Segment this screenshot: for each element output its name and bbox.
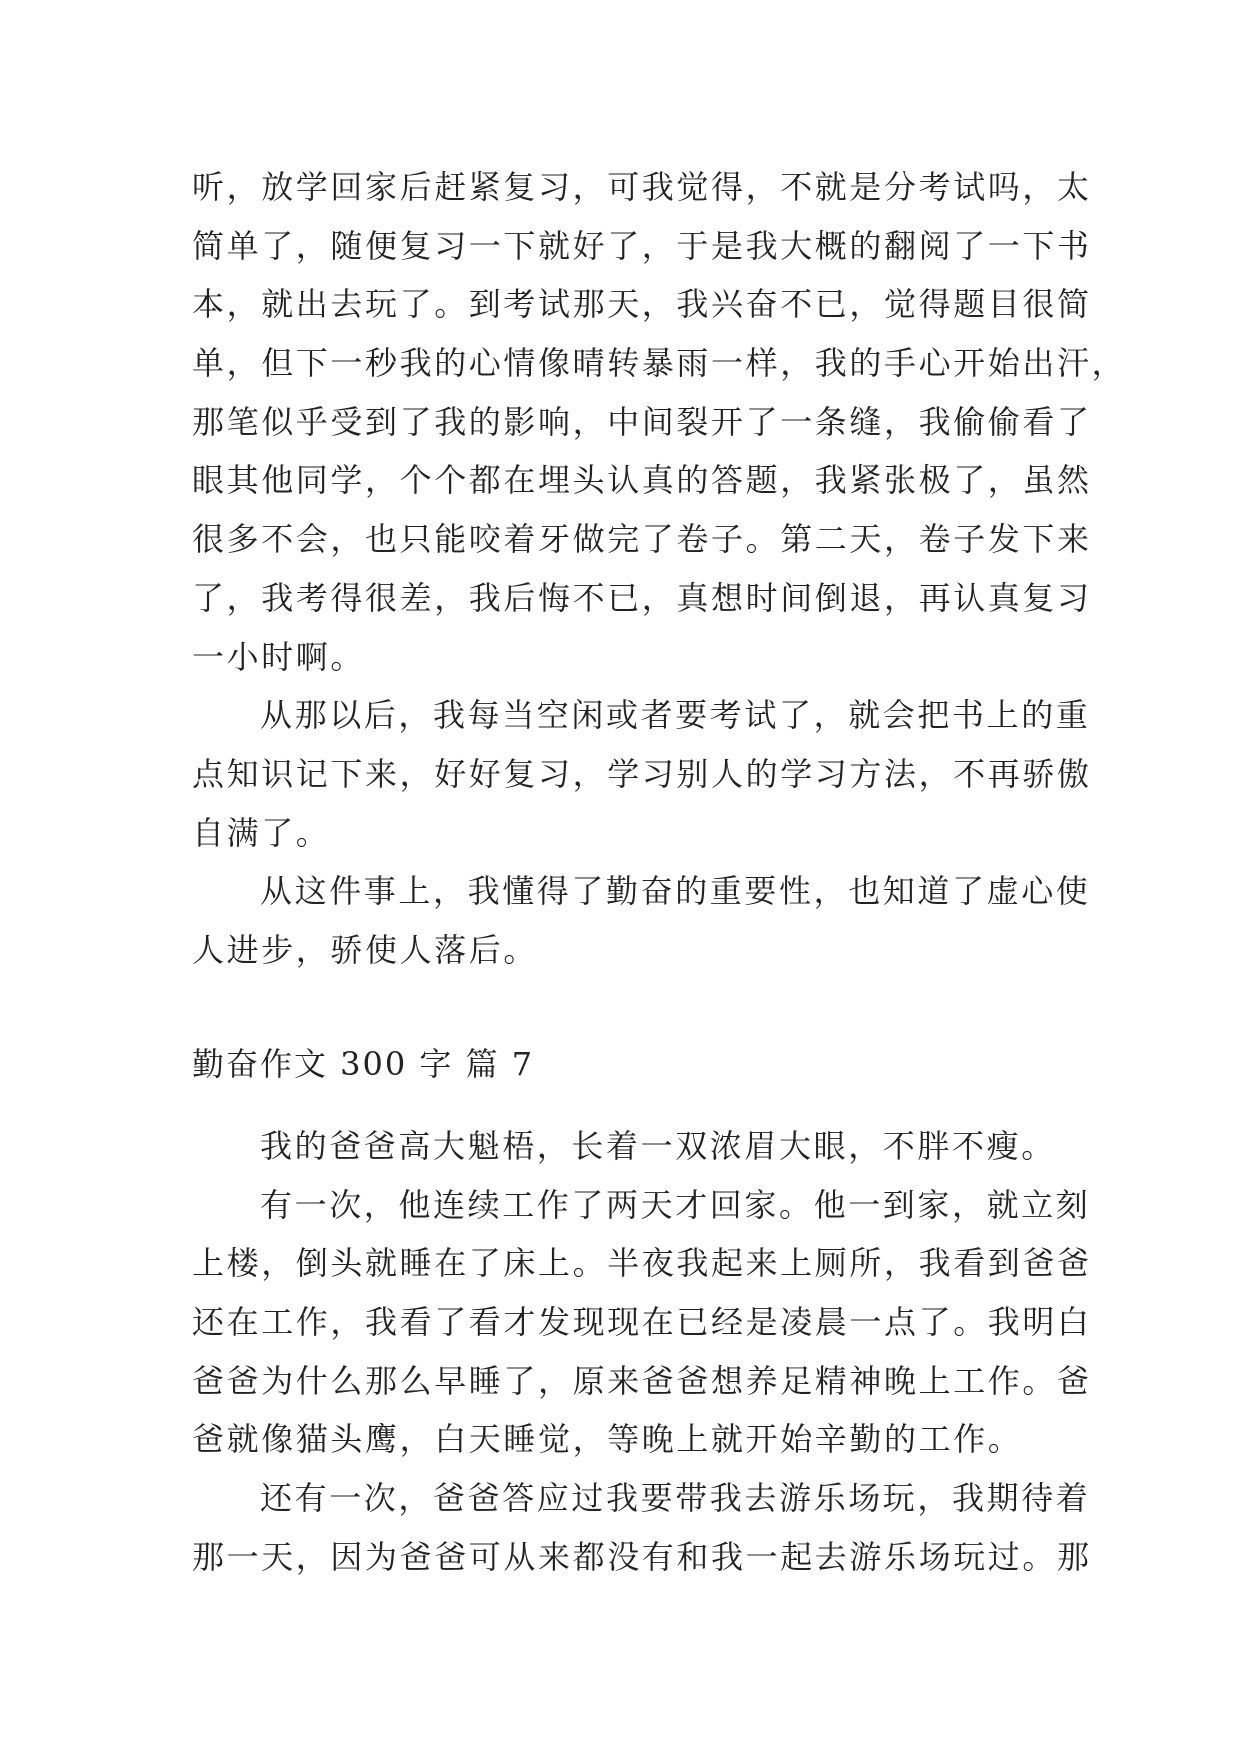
text-line: 人进步，骄使人落后。 (192, 930, 539, 969)
text-line: 有一次，他连续工作了两天才回家。他一到家，就立刻 (260, 1185, 1091, 1224)
paragraph (192, 1117, 1060, 1176)
text-line: 眼其他同学，个个都在埋头认真的答题，我紧张极了，虽然 (192, 461, 1092, 500)
essay-continuation (192, 158, 1127, 980)
text-line: 从这件事上，我懂得了勤奋的重要性，也知道了虚心使 (260, 872, 1091, 911)
essay-body (192, 1117, 1092, 1587)
text-line: 本，就出去玩了。到考试那天，我兴奋不已，觉得题目很简 (192, 285, 1092, 324)
text-line: 我的爸爸高大魁梧，长着一双浓眉大眼，不胖不瘦。 (260, 1127, 1056, 1165)
paragraph (192, 686, 1092, 862)
paragraph (192, 1176, 1092, 1469)
text-line: 上楼，倒头就睡在了床上。半夜我起来上厕所，我看到爸爸 (192, 1244, 1092, 1283)
section-heading: 勤奋作文 300 字 篇 7 (192, 1045, 535, 1083)
paragraph (192, 1469, 1092, 1586)
text-line: 还有一次，爸爸答应过我要带我去游乐场玩，我期待着 (260, 1479, 1091, 1518)
text-line: 自满了。 (192, 813, 331, 852)
text-line: 爸就像猫头鹰，白天睡觉，等晚上就开始辛勤的工作。 (192, 1420, 1023, 1459)
text-line: 了，我考得很差，我后悔不已，真想时间倒退，再认真复习 (192, 578, 1092, 617)
text-line: 爸爸为什么那么早睡了，原来爸爸想养足精神晚上工作。爸 (192, 1361, 1092, 1400)
paragraph (192, 158, 1127, 686)
text-line: 听，放学回家后赶紧复习，可我觉得，不就是分考试吗，太 (192, 168, 1092, 206)
text-line: 点知识记下来，好好复习，学习别人的学习方法，不再骄傲 (192, 754, 1092, 793)
text-line: 很多不会，也只能咬着牙做完了卷子。第二天，卷子发下来 (192, 520, 1092, 559)
text-line: 单，但下一秒我的心情像晴转暴雨一样，我的手心开始出汗， (192, 344, 1127, 383)
text-line: 简单了，随便复习一下就好了，于是我大概的翻阅了一下书 (192, 226, 1092, 265)
text-line: 从那以后，我每当空闲或者要考试了，就会把书上的重 (260, 696, 1091, 735)
text-line: 一小时啊。 (192, 637, 366, 676)
text-line: 还在工作，我看了看才发现现在已经是凌晨一点了。我明白 (192, 1303, 1092, 1342)
text-line: 那一天，因为爸爸可从来都没有和我一起去游乐场玩过。那 (192, 1537, 1092, 1576)
paragraph (192, 862, 1091, 979)
text-line: 那笔似乎受到了我的影响，中间裂开了一条缝，我偷偷看了 (192, 402, 1092, 441)
